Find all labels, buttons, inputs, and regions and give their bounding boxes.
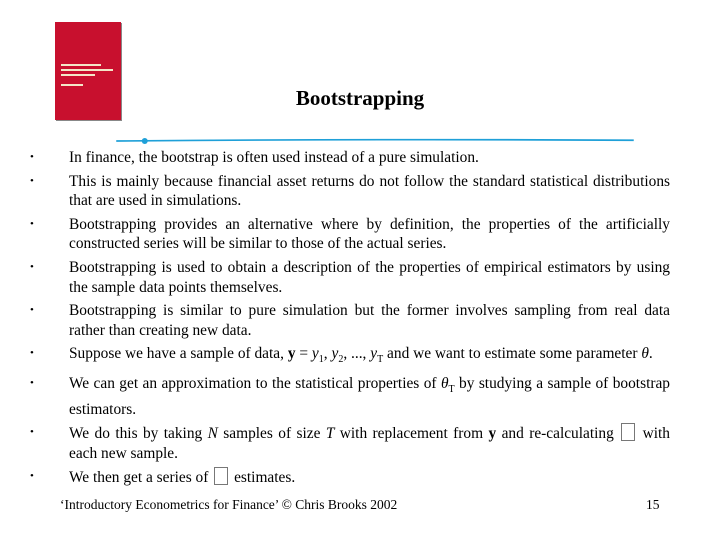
bullet-list: [30, 148, 670, 492]
bullet-item: • Bootstrapping is used to obtain a description of the properties of empirical estimators by using the sample data points themselves.: [30, 258, 670, 296]
bullet-item: • We do this by taking N samples of size T with replacement from y and re-calculating with each new sample.: [30, 425, 670, 462]
divider-line: [30, 138, 720, 144]
bullet-item: • We then get a series of estimates.: [30, 469, 296, 487]
bullet-item: • Bootstrapping is similar to pure simulation but the former involves sampling from real data rather than creating new data.: [30, 302, 670, 339]
bullet-item: • In finance, the bootstrap is often used instead of a pure simulation.: [30, 149, 479, 166]
bullet-item: • This is mainly because financial asset returns do not follow the standard statistical distributions that are used in simulations.: [30, 172, 670, 210]
bullet-item: • Bootstrapping provides an alternative where by definition, the properties of the artificially constructed series will be similar to those of the actual series.: [30, 215, 670, 253]
theta-hat-icon: [214, 467, 228, 485]
page-number: 15: [646, 497, 660, 512]
slide-title: Bootstrapping: [295, 86, 425, 110]
footer-copyright: ‘Introductory Econometrics for Finance’ © Chris Brooks 2002: [60, 497, 398, 512]
bullet-item: • We can get an approximation to the statistical properties of $\theta_T$ by studying a sample of bootstrap estimators.: [30, 375, 670, 418]
theta-hat-icon: [621, 423, 635, 441]
bullet-item: • Suppose we have a sample of data, $y = y_1$, $y_2$, ..., $y_T$ and we want to estimate some parameter θ.: [30, 345, 653, 366]
